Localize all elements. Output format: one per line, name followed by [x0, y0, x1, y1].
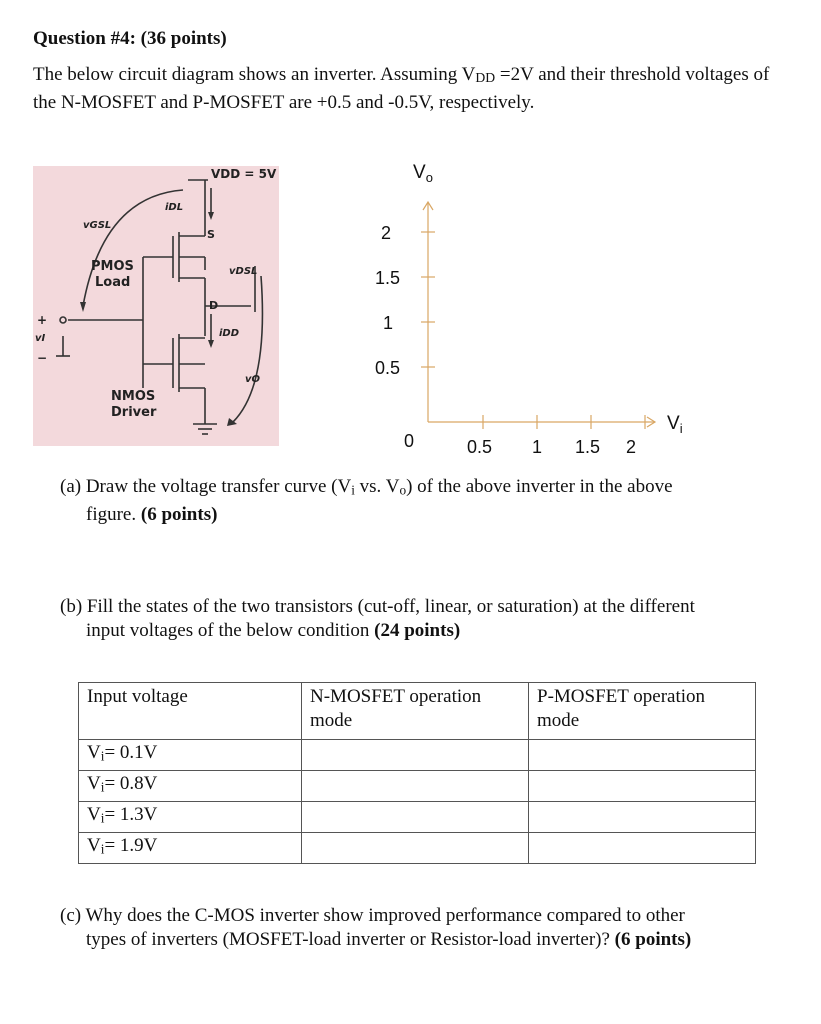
nmos-mode-cell[interactable]: [302, 802, 529, 833]
vi-plus-sign: +: [37, 313, 48, 327]
vtc-x-tick-label-1-5: 1.5: [575, 437, 601, 457]
part-c-points: (6 points): [614, 929, 692, 950]
intro-vdd-subscript: DD: [475, 70, 496, 86]
part-b-line-1: (b) Fill the states of the two transistors (cut-off, linear, or saturation) at the different: [60, 596, 695, 617]
vtc-y-tick-label-0-5: 0.5: [375, 358, 401, 378]
header-input-voltage: Input voltage: [79, 683, 302, 740]
nmos-label-1: NMOS: [111, 389, 156, 404]
pmos-mode-cell[interactable]: [529, 833, 756, 864]
part-a-text: [60, 475, 760, 527]
part-a-line-1: (a) Draw the voltage transfer curve (Vi vs. Vo) of the above inverter in the above: [60, 476, 673, 498]
nmos-mode-cell[interactable]: [302, 771, 529, 802]
vi-label: vI: [35, 333, 46, 344]
table-row: [79, 802, 756, 833]
part-c-text: [60, 904, 780, 952]
nmos-mode-cell[interactable]: [302, 833, 529, 864]
part-b-line-2: input voltages of the below condition (24 points): [86, 620, 461, 641]
vgsl-label: vGSL: [83, 220, 112, 231]
pmos-label-1: PMOS: [91, 259, 134, 274]
idd-label: iDD: [219, 328, 240, 339]
nmos-label-2: Driver: [111, 405, 157, 420]
drain-label: D: [209, 299, 219, 312]
vtc-axes: [355, 150, 695, 470]
vtc-y-tick-label-2: 2: [381, 223, 392, 243]
pmos-mode-cell[interactable]: [529, 802, 756, 833]
part-b-text: [60, 595, 760, 643]
vtc-y-tick-label-1: 1: [383, 313, 394, 333]
input-voltage-cell: Vi= 0.1V: [79, 740, 302, 771]
header-nmos-mode: N-MOSFET operation mode: [302, 683, 529, 740]
part-b-points: (24 points): [374, 620, 461, 641]
part-a-line-2: figure. (6 points): [86, 503, 218, 525]
pmos-mode-cell[interactable]: [529, 771, 756, 802]
vtc-x-axis-label: $V_i$: [667, 413, 683, 436]
table-row: [79, 771, 756, 802]
input-voltage-cell: Vi= 1.9V: [79, 833, 302, 864]
vtc-origin-label: 0: [404, 431, 415, 451]
part-a-points: (6 points): [140, 503, 218, 525]
table-header-row: [79, 683, 756, 740]
idl-label: iDL: [165, 202, 184, 213]
question-intro: [33, 62, 793, 115]
pmos-label-2: Load: [95, 275, 131, 290]
part-c-line-1: (c) Why does the C-MOS inverter show improved performance compared to other: [60, 905, 685, 926]
intro-text-2: =2V and their threshold voltages of the N-MOSFET and P-MOSFET are +0.5 and -0.5V, respectively.: [33, 64, 770, 114]
input-voltage-cell: Vi= 0.8V: [79, 771, 302, 802]
header-pmos-mode: P-MOSFET operation mode: [529, 683, 756, 740]
table-row: [79, 833, 756, 864]
operation-mode-table: [78, 682, 756, 864]
vtc-x-tick-label-0-5: 0.5: [467, 437, 493, 457]
vtc-x-tick-label-2: 2: [626, 437, 637, 457]
vi-minus-sign: −: [37, 351, 48, 365]
vdsl-label: vDSL: [229, 266, 258, 277]
vtc-y-axis-label: $V_o$: [413, 162, 433, 185]
vtc-x-tick-label-1: 1: [532, 437, 543, 457]
vtc-axes-figure: [355, 150, 695, 470]
part-c-line-2: types of inverters (MOSFET-load inverter or Resistor-load inverter)? (6 points): [86, 929, 692, 950]
circuit-diagram: [33, 166, 279, 446]
table-row: [79, 740, 756, 771]
pmos-mode-cell[interactable]: [529, 740, 756, 771]
question-title: Question #4: (36 points): [33, 28, 227, 49]
source-label: S: [207, 228, 215, 241]
input-voltage-cell: Vi= 1.3V: [79, 802, 302, 833]
circuit-schematic: [33, 166, 279, 446]
intro-text-1: The below circuit diagram shows an inverter. Assuming V: [33, 64, 476, 85]
vo-label: vO: [245, 374, 261, 385]
vtc-y-tick-label-1-5: 1.5: [375, 268, 401, 288]
nmos-mode-cell[interactable]: [302, 740, 529, 771]
vdd-label: VDD = 5V: [211, 167, 277, 181]
